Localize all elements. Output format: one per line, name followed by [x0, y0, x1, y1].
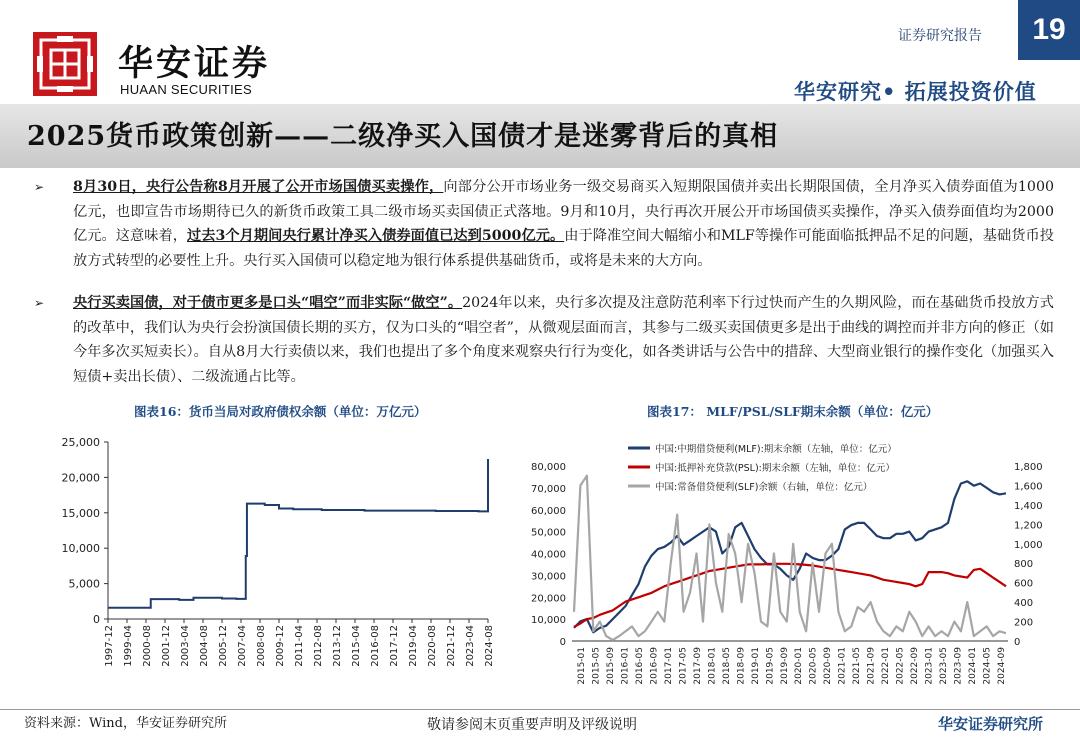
left-y-tick-label: 50,000 — [531, 527, 566, 539]
bullet-paragraph-1 — [34, 175, 1054, 273]
x-tick-label: 2018-05 — [721, 647, 732, 685]
chart-mlf-psl-slf — [510, 428, 1070, 708]
footer-org: 华安证券研究所 — [938, 715, 1044, 733]
left-y-tick-label: 0 — [559, 637, 566, 648]
x-tick-label: 2008-08 — [256, 625, 267, 667]
logo-mark-icon — [33, 32, 97, 96]
y-tick-label: 15,000 — [61, 506, 100, 520]
x-tick-label: 2017-12 — [389, 625, 400, 667]
chart-16-title: 图表16：货币当局对政府债权余额（单位：万亿元） — [134, 404, 427, 419]
right-y-tick-label: 1,400 — [1014, 500, 1043, 512]
x-tick-label: 2019-01 — [750, 647, 761, 685]
paragraph-highlight-2: 过去3个月期间央行累计净买入债券面值已达到5000亿元。 — [187, 228, 565, 244]
y-tick-label: 0 — [93, 613, 100, 626]
logo-mark — [33, 32, 97, 96]
x-tick-label: 2018-09 — [736, 647, 747, 685]
x-tick-label: 1999-04 — [123, 625, 134, 667]
x-tick-label: 2023-01 — [924, 647, 935, 685]
x-tick-label: 2022-05 — [895, 647, 906, 685]
right-y-tick-label: 0 — [1014, 637, 1021, 648]
right-y-tick-label: 600 — [1014, 578, 1034, 590]
x-tick-label: 2016-05 — [634, 647, 645, 685]
x-tick-label: 2024-09 — [997, 647, 1007, 685]
left-y-tick-label: 10,000 — [531, 615, 566, 627]
x-tick-label: 2018-01 — [707, 647, 718, 685]
x-tick-label: 2015-05 — [591, 647, 602, 685]
x-tick-label: 2007-04 — [237, 625, 248, 667]
x-tick-label: 2020-08 — [427, 625, 438, 667]
page-number: 19 — [1018, 0, 1080, 60]
left-y-tick-label: 20,000 — [531, 593, 566, 605]
chart-government-claims — [20, 428, 500, 708]
page-title: 2025货币政策创新——二级净买入国债才是迷雾背后的真相 — [27, 121, 779, 152]
x-tick-label: 2017-09 — [692, 647, 703, 685]
disclaimer-note: 敬请参阅末页重要声明及评级说明 — [427, 717, 637, 733]
series-line-government-claims — [108, 459, 488, 608]
x-tick-label: 2015-01 — [577, 647, 587, 685]
left-y-tick-label: 70,000 — [531, 483, 566, 495]
x-tick-label: 1997-12 — [104, 625, 115, 667]
paragraph-text: 向部分公开市场业务一级交易商买入短期限国债并卖出长期限国债，全月净买入债券面值为1000亿元，也即宣告市场期待已久的新货币政策工具二级市场买卖国债正式落地。9月和10月，央行再次开展公开市场国债买卖操作，净买入债券面值均为2000亿元。这意味着， — [73, 179, 1055, 244]
x-tick-label: 2023-05 — [939, 647, 950, 685]
x-tick-label: 2005-12 — [218, 625, 229, 667]
x-tick-label: 2021-05 — [852, 647, 863, 685]
y-tick-label: 25,000 — [61, 436, 100, 449]
left-y-tick-label: 30,000 — [531, 571, 566, 583]
bullet-arrow-icon: ➢ — [34, 296, 45, 310]
y-tick-label: 20,000 — [61, 471, 100, 485]
report-type: 证券研究报告 — [898, 28, 982, 44]
bullet-paragraph-2 — [34, 291, 1054, 389]
x-tick-label: 2011-04 — [294, 625, 305, 667]
source-note: 资料来源：Wind，华安证券研究所 — [24, 716, 227, 731]
x-tick-label: 2019-09 — [779, 647, 790, 685]
logo-text-cn: 华安证券 — [118, 43, 271, 84]
left-y-tick-label: 80,000 — [531, 462, 566, 473]
x-tick-label: 2020-09 — [823, 647, 834, 685]
legend-label-psl: 中国:抵押补充贷款(PSL):期末余额（左轴，单位：亿元） — [655, 463, 895, 474]
x-tick-label: 2013-12 — [332, 625, 343, 667]
series-line-mlf — [574, 481, 1006, 632]
chart-17-title: 图表17： MLF/PSL/SLF期末余额（单位：亿元） — [647, 404, 939, 419]
x-tick-label: 2021-01 — [837, 647, 848, 685]
x-tick-label: 2016-09 — [649, 647, 660, 685]
y-tick-label: 5,000 — [68, 577, 100, 591]
x-tick-label: 2003-04 — [180, 625, 191, 667]
x-tick-label: 2000-08 — [142, 625, 153, 667]
x-tick-label: 2021-09 — [866, 647, 877, 685]
left-y-tick-label: 40,000 — [531, 549, 566, 561]
x-tick-label: 2024-05 — [982, 647, 993, 685]
x-tick-label: 2015-04 — [351, 625, 362, 667]
x-tick-label: 2004-08 — [199, 625, 210, 667]
x-tick-label: 2012-08 — [313, 625, 324, 667]
y-tick-label: 10,000 — [61, 542, 100, 556]
bullet-arrow-icon: ➢ — [34, 180, 45, 194]
legend-label-slf: 中国:常备借贷便利(SLF)余额（右轴，单位：亿元） — [655, 482, 873, 493]
x-tick-label: 2022-01 — [881, 647, 892, 685]
right-y-tick-label: 1,800 — [1014, 462, 1043, 473]
slogan: 华安研究• 拓展投资价值 — [794, 79, 1037, 104]
paragraph-highlight: 央行买卖国债，对于债市更多是口头“唱空”而非实际“做空”。 — [73, 295, 463, 311]
x-tick-label: 2024-08 — [484, 625, 495, 667]
x-tick-label: 2016-08 — [370, 625, 381, 667]
paragraph-text-2: 由于降准空间大幅缩小和MLF等操作可能面临抵押品不足的问题，基础货币投放方式转型的必要性上升。央行买入国债可以稳定地为银行体系提供基础货币，或将是未来的大方向。 — [73, 228, 1054, 269]
x-tick-label: 2017-01 — [663, 647, 674, 685]
x-tick-label: 2009-12 — [275, 625, 286, 667]
paragraph-text: 2024年以来，央行多次提及注意防范利率下行过快而产生的久期风险，而在基础货币投放方式的改革中，我们认为央行会扮演国债长期的买方，仅为口头的“唱空者”，从微观层面而言，其参与二级买卖国债更多是出于曲线的调控而并非方向的修正（如今年多次买短卖长）。自从8月大行卖债以来，我们也提出了多个角度来观察央行行为变化，如各类讲话与公告中的措辞、大型商业银行的操作变化（加强买入短债+卖出长债）、二级流通占比等。 — [73, 295, 1054, 385]
right-y-tick-label: 1,000 — [1014, 539, 1043, 551]
right-y-tick-label: 200 — [1014, 617, 1034, 629]
legend-label-mlf: 中国:中期借贷便利(MLF):期末余额（左轴，单位：亿元） — [655, 444, 897, 455]
x-tick-label: 2022-09 — [910, 647, 921, 685]
right-y-tick-label: 1,200 — [1014, 520, 1043, 532]
x-tick-label: 2023-04 — [465, 625, 476, 667]
x-tick-label: 2015-09 — [605, 647, 616, 685]
x-tick-label: 2017-05 — [678, 647, 689, 685]
x-tick-label: 2016-01 — [620, 647, 631, 685]
x-tick-label: 2023-09 — [953, 647, 964, 685]
paragraph-highlight: 8月30日，央行公告称8月开展了公开市场国债买卖操作， — [73, 179, 444, 195]
x-tick-label: 2020-05 — [808, 647, 819, 685]
series-line-slf — [574, 476, 1006, 640]
left-y-tick-label: 60,000 — [531, 505, 566, 517]
right-y-tick-label: 800 — [1014, 559, 1034, 571]
right-y-tick-label: 1,600 — [1014, 481, 1043, 493]
logo-text-en: HUAAN SECURITIES — [120, 82, 252, 97]
x-tick-label: 2020-01 — [794, 647, 805, 685]
x-tick-label: 2001-12 — [161, 625, 172, 667]
footer-divider — [0, 709, 1080, 710]
x-tick-label: 2019-04 — [408, 625, 419, 667]
x-tick-label: 2019-05 — [765, 647, 776, 685]
x-tick-label: 2024-01 — [968, 647, 979, 685]
right-y-tick-label: 400 — [1014, 598, 1034, 610]
x-tick-label: 2021-12 — [446, 625, 457, 667]
